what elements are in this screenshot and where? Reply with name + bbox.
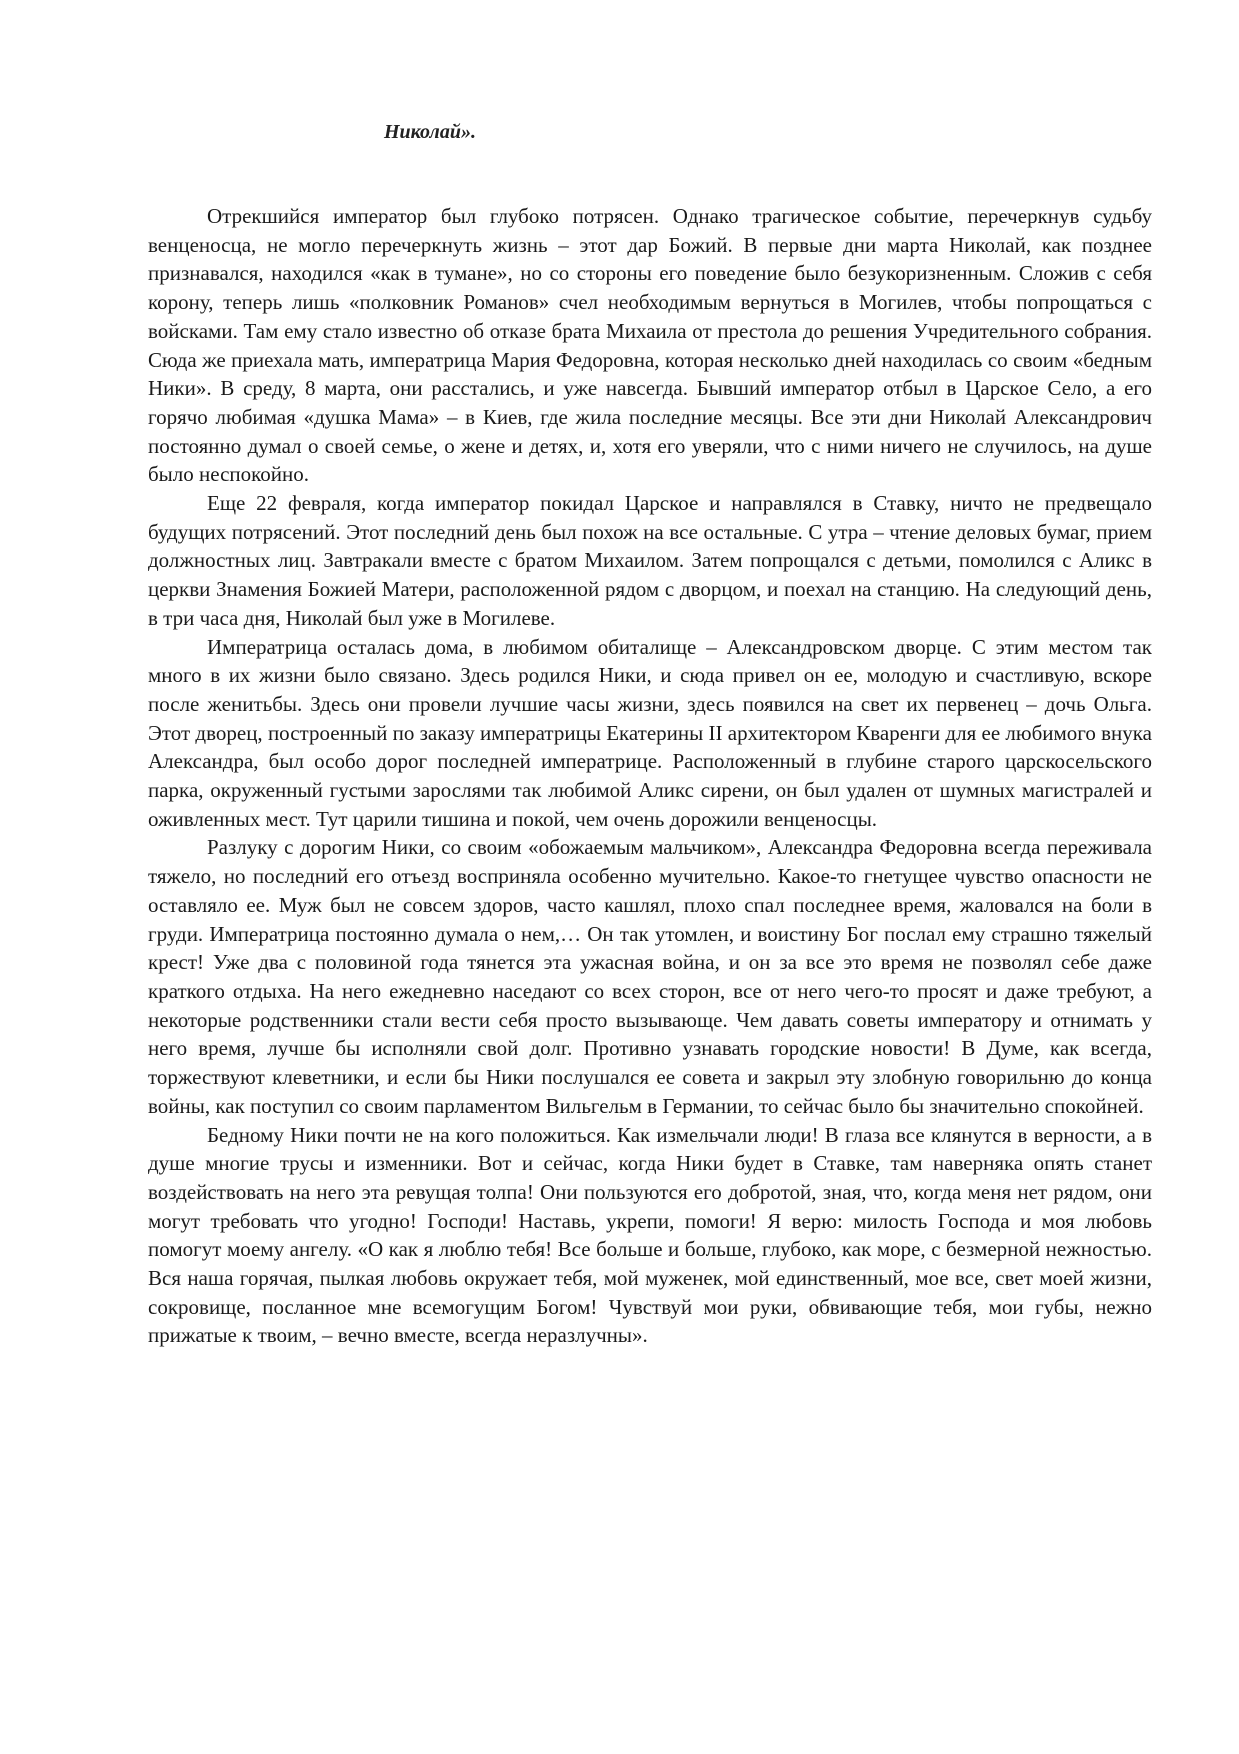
body-text (148, 202, 1152, 1350)
paragraph-2: Еще 22 февраля, когда император покидал Царское и направлялся в Ставку, ничто не предвещало будущих потрясений. Этот последний день был похож на все остальные. С утра – чтение деловых бумаг, прием должностных лиц. Завтракали вместе с братом Михаилом. Затем попрощался с детьми, помолился с Аликс в церкви Знамения Божией Матери, расположенной рядом с дворцом, и поехал на станцию. На следующий день, в три часа дня, Николай был уже в Могилеве. (148, 491, 1152, 630)
paragraph-1: Отрекшийся император был глубоко потрясен. Однако трагическое событие, перечеркнув судьбу венценосца, не могло перечеркнуть жизнь – этот дар Божий. В первые дни марта Николай, как позднее признавался, находился «как в тумане», но со стороны его поведение было безукоризненным. Сложив с себя корону, теперь лишь «полковник Романов» счел необходимым вернуться в Могилев, чтобы попрощаться с войсками. Там ему стало известно об отказе брата Михаила от престола до решения Учредительного собрания. Сюда же приехала мать, императрица Мария Федоровна, которая несколько дней находилась со своим «бедным Ники». В среду, 8 марта, они расстались, и уже навсегда. Бывший император отбыл в Царское Село, а его горячо любимая «душка Мама» – в Киев, где жила последние месяцы. Все эти дни Николай Александрович постоянно думал о своей семье, о жене и детях, и, хотя его уверяли, что с ними ничего не случилось, на душе было неспокойно. (148, 204, 1152, 487)
paragraph-4: Разлуку с дорогим Ники, со своим «обожаемым мальчиком», Александра Федоровна всегда переживала тяжело, но последний его отъезд восприняла особенно мучительно. Какое-то гнетущее чувство опасности не оставляло ее. Муж был не совсем здоров, часто кашлял, плохо спал последнее время, жаловался на боли в груди. Императрица постоянно думала о нем,… Он так утомлен, и воистину Бог послал ему страшно тяжелый крест! Уже два с половиной года тянется эта ужасная война, и он за все это время не позволял себе даже краткого отдыха. На него ежедневно наседают со всех сторон, все от него чего-то просят и даже требуют, а некоторые родственники стали вести себя просто вызывающе. Чем давать советы императору и отнимать у него время, лучше бы исполняли свой долг. Противно узнавать городские новости! В Думе, как всегда, торжествуют клеветники, и если бы Ники послушался ее совета и закрыл эту злобную говорильню до конца войны, как поступил со своим парламентом Вильгельм в Германии, то сейчас было бы значительно спокойней. (148, 835, 1152, 1118)
paragraph-3: Императрица осталась дома, в любимом обиталище – Александровском дворце. С этим местом так много в их жизни было связано. Здесь родился Ники, и сюда привел он ее, молодую и счастливую, вскоре после женитьбы. Здесь они провели лучшие часы жизни, здесь появился на свет их первенец – дочь Ольга. Этот дворец, построенный по заказу императрицы Екатерины II архитектором Кваренги для ее любимого внука Александра, был особо дорог последней императрице. Расположенный в глубине старого царскосельского парка, окруженный густыми зарослями так любимой Аликс сирени, он был удален от шумных магистралей и оживленных мест. Тут царили тишина и покой, чем очень дорожили венценосцы. (148, 634, 1152, 831)
paragraph-5: Бедному Ники почти не на кого положиться. Как измельчали люди! В глаза все клянутся в верности, а в душе многие трусы и изменники. Вот и сейчас, когда Ники будет в Ставке, там наверняка опять станет воздействовать на него эта ревущая толпа! Они пользуются его добротой, зная, что, когда меня нет рядом, они могут требовать что угодно! Господи! Наставь, укрепи, помоги! Я верю: милость Господа и моя любовь помогут моему ангелу. «О как я люблю тебя! Все больше и больше, глубоко, как море, с безмерной нежностью. Вся наша горячая, пылкая любовь окружает тебя, мой муженек, мой единственный, мое все, свет моей жизни, сокровище, посланное мне всемогущим Богом! Чувствуй мои руки, обвивающие тебя, мои губы, нежно прижатые к твоим, – вечно вместе, всегда неразлучны». (148, 1122, 1152, 1348)
heading-fragment: Николай». (384, 121, 476, 143)
